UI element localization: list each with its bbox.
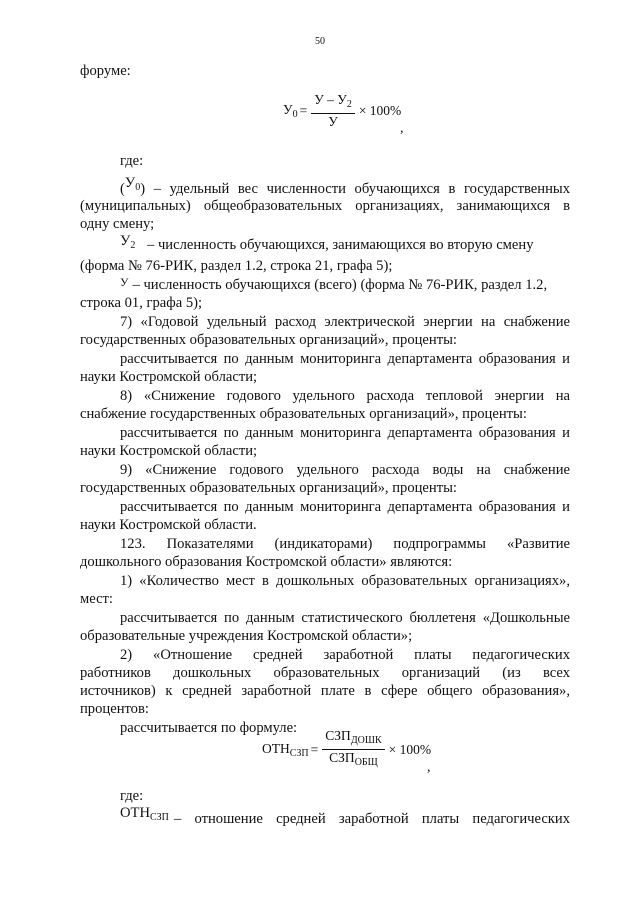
text-line: одну смену; — [80, 216, 155, 232]
text-line: источников) к средней заработной плате в сфере общего образования», — [80, 683, 570, 699]
text-line: дошкольного образования Костромской области» являются: — [80, 554, 453, 570]
text-line: рассчитывается по данным статистического бюллетеня «Дошкольные — [120, 610, 570, 626]
text-line: где: — [120, 788, 144, 804]
formula-oth — [262, 728, 431, 771]
text-line: где: — [120, 153, 144, 169]
text-line: 9) «Снижение годового удельного расхода воды на снабжение — [120, 462, 570, 478]
formula-lhs: $У_0$ — [283, 102, 298, 120]
text-line: снабжение государственных образовательных организаций», проценты: — [80, 406, 527, 422]
formula-y0 — [283, 92, 401, 130]
formula-comma: , — [427, 760, 431, 775]
formula-numerator: $СЗП_{ДОШК}$ — [322, 728, 384, 750]
text-line: 8) «Снижение годового удельного расхода тепловой энергии на — [120, 388, 570, 404]
text-line: (форма № 76-РИК, раздел 1.2, строка 21, графа 5); — [80, 258, 393, 274]
formula-denominator: У — [328, 114, 338, 129]
text-line: рассчитывается по формуле: — [120, 720, 298, 736]
text-line: процентов: — [80, 701, 149, 717]
text-line: $ОТН_{СЗП}$ – отношение средней заработной платы педагогических — [120, 805, 570, 827]
text-line: науки Костромской области; — [80, 443, 258, 459]
formula-denominator: $СЗП_{ОБЩ}$ — [329, 750, 378, 768]
formula-fraction — [322, 728, 384, 771]
text-line: мест: — [80, 591, 113, 607]
text-line: $У_2$ – численность обучающихся, занимающихся во вторую смену — [120, 233, 534, 253]
formula-multiplier: × 100% — [358, 103, 402, 118]
formula-fraction — [311, 92, 355, 130]
text-line: 1) «Количество мест в дошкольных образовательных организациях», — [120, 573, 570, 589]
formula-eq: = — [299, 103, 308, 118]
text-line: 123. Показателями (индикаторами) подпрограммы «Развитие — [120, 536, 570, 552]
text-line: $^У$ – численность обучающихся (всего) (форма № 76-РИК, раздел 1.2, — [120, 275, 548, 293]
text-line: государственных образовательных организаций», проценты: — [80, 480, 457, 496]
formula-numerator: У – $У_2$ — [311, 92, 355, 114]
text-line: 2) «Отношение средней заработной платы педагогических — [120, 647, 570, 663]
text-line: (муниципальных) общеобразовательных организациях, занимающихся в — [80, 198, 570, 214]
formula-lhs: $ОТН_{СЗП}$ — [262, 740, 309, 759]
page-number: 50 — [315, 36, 325, 47]
formula-eq: = — [310, 741, 319, 757]
formula-comma: , — [400, 121, 404, 136]
text-line: рассчитывается по данным мониторинга департамента образования и — [120, 499, 570, 515]
text-line: рассчитывается по данным мониторинга департамента образования и — [120, 425, 570, 441]
text-line: $(У_0)$ – удельный вес численности обучающихся в государственных — [120, 175, 570, 197]
text-line: государственных образовательных организаций», проценты: — [80, 332, 457, 348]
text-line: образовательные учреждения Костромской области»; — [80, 628, 413, 644]
text-line: форуме: — [80, 63, 131, 79]
text-line: работников дошкольных образовательных организаций (из всех — [80, 665, 570, 681]
text-line: 7) «Годовой удельный расход электрической энергии на снабжение — [120, 314, 570, 330]
formula-multiplier: × 100% — [388, 741, 432, 757]
text-line: науки Костромской области; — [80, 369, 258, 385]
text-line: рассчитывается по данным мониторинга департамента образования и — [120, 351, 570, 367]
text-line: науки Костромской области. — [80, 517, 257, 533]
text-line: строка 01, графа 5); — [80, 295, 203, 311]
